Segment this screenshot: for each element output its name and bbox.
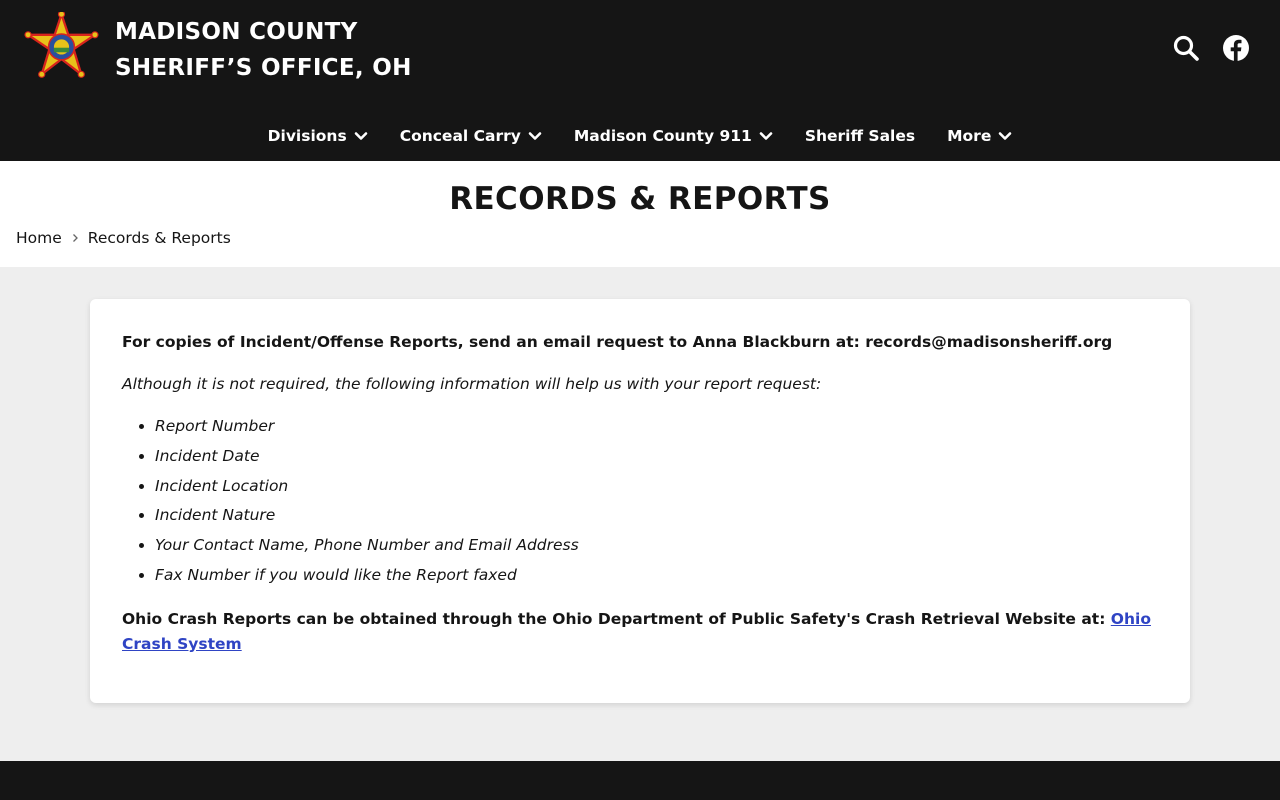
content-area xyxy=(0,267,1280,761)
nav-item-label: Madison County 911 xyxy=(573,127,752,145)
breadcrumb-home-link[interactable]: Home xyxy=(16,229,62,247)
nav-item-label: Divisions xyxy=(267,127,347,145)
chevron-down-icon xyxy=(759,129,773,143)
nav-item-label: Sheriff Sales xyxy=(804,127,916,145)
chevron-down-icon xyxy=(998,129,1012,143)
facebook-icon[interactable] xyxy=(1222,34,1250,62)
crash-reports-label: Ohio Crash Reports can be obtained through the Ohio Department of Public Safety's Crash Retrieval Website at: xyxy=(122,609,1111,628)
site-header xyxy=(0,0,1280,161)
breadcrumb-current: Records & Reports xyxy=(87,229,231,247)
list-item: • Your Contact Name, Phone Number and Email Address xyxy=(155,531,1158,561)
nav-item-divisions[interactable] xyxy=(268,127,368,145)
site-title-line-2: SHERIFF’S OFFICE, OH xyxy=(115,55,412,81)
site-title[interactable] xyxy=(115,14,412,86)
page-title-band xyxy=(0,161,1280,267)
nav-item-label: More xyxy=(947,127,992,145)
nav-item-label: Conceal Carry xyxy=(399,127,521,145)
list-item: • Incident Location xyxy=(155,472,1158,502)
nav-item-madison-county-911[interactable] xyxy=(574,127,773,145)
records-request-note: Although it is not required, the following information will help us with your report request: xyxy=(122,375,822,393)
ohio-crash-system-link[interactable]: Ohio Crash System xyxy=(122,609,1151,653)
chevron-down-icon xyxy=(354,129,368,143)
site-footer xyxy=(0,761,1280,800)
breadcrumb xyxy=(16,229,231,247)
chevron-right-icon xyxy=(70,233,80,243)
main-nav xyxy=(0,116,1280,156)
search-icon[interactable] xyxy=(1172,34,1200,62)
header-icons xyxy=(1172,34,1250,62)
list-item: • Incident Date xyxy=(155,442,1158,472)
list-item: • Report Number xyxy=(155,412,1158,442)
page-title: RECORDS & REPORTS xyxy=(449,181,831,217)
report-info-list xyxy=(122,412,1158,591)
chevron-down-icon xyxy=(528,129,542,143)
list-item: • Incident Nature xyxy=(155,501,1158,531)
records-request-intro: For copies of Incident/Offense Reports, send an email request to Anna Blackburn at: records@madisonsheriff.org xyxy=(122,333,1113,351)
sheriff-star-logo[interactable] xyxy=(23,12,100,88)
site-title-line-1: MADISON COUNTY xyxy=(115,19,358,45)
records-card xyxy=(90,299,1190,703)
crash-reports-text xyxy=(122,607,1158,657)
nav-item-sheriff-sales[interactable] xyxy=(805,127,915,145)
list-item: • Fax Number if you would like the Report faxed xyxy=(155,561,1158,591)
nav-item-conceal-carry[interactable] xyxy=(400,127,542,145)
nav-item-more[interactable] xyxy=(947,127,1012,145)
